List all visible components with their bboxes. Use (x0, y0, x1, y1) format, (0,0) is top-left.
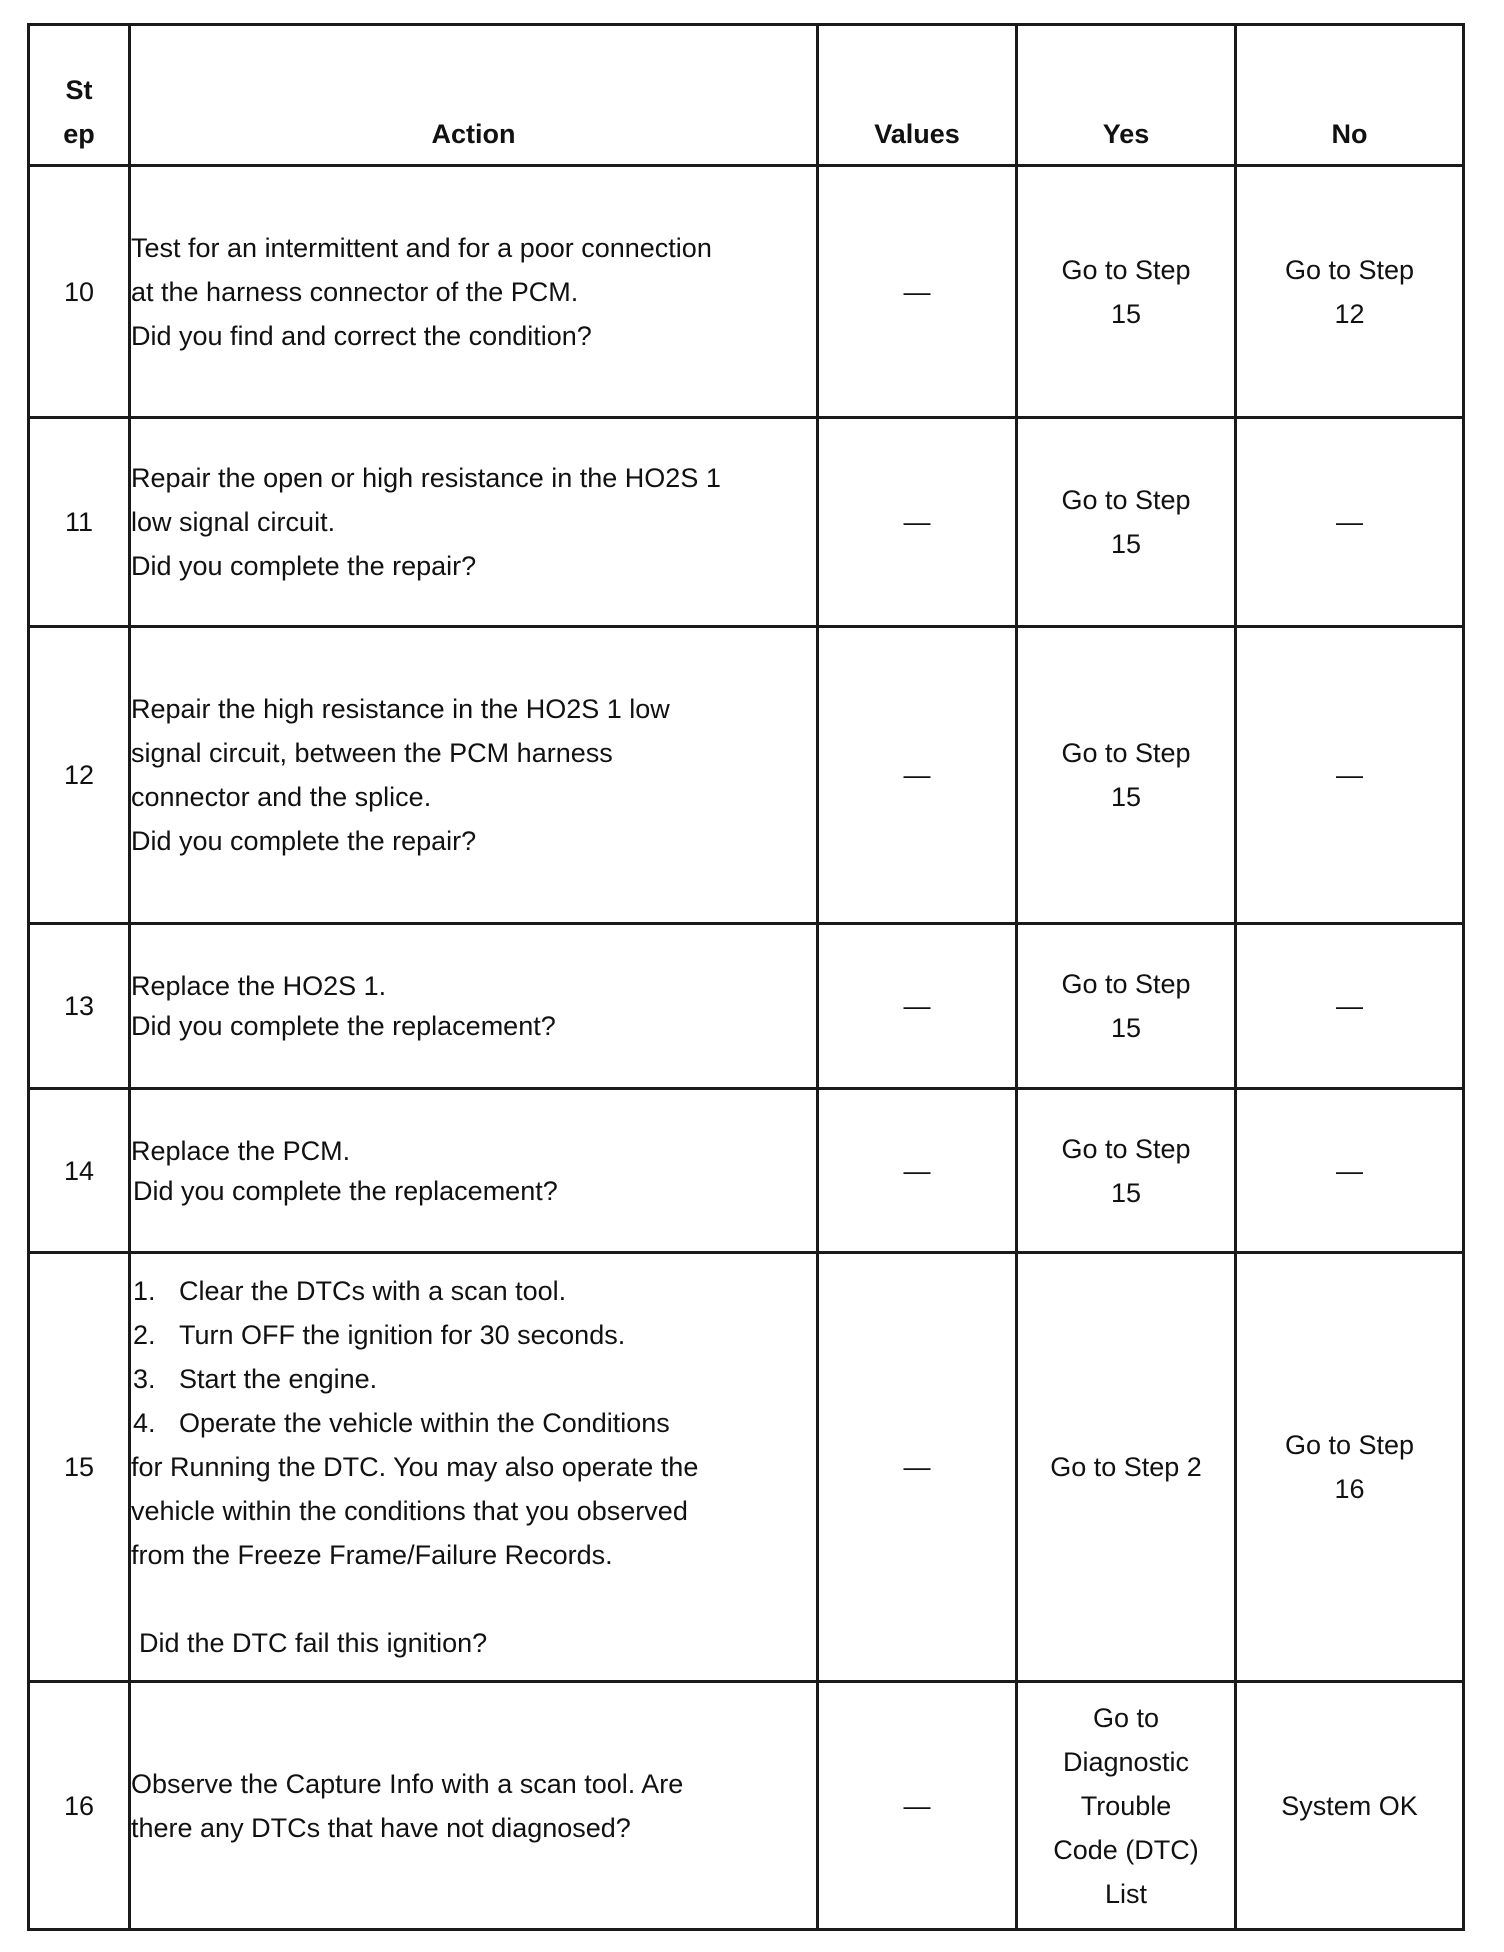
action-line: Did you complete the repair? (131, 826, 477, 856)
list-text: Turn OFF the ignition for 30 seconds. (179, 1320, 626, 1350)
action-cell (130, 1682, 818, 1930)
step-number: 14 (29, 1089, 130, 1253)
header-values: Values (818, 25, 1017, 166)
action-cell (130, 166, 818, 418)
list-text: Start the engine. (179, 1364, 378, 1394)
table-row (29, 1089, 1464, 1253)
action-cell (130, 1253, 818, 1682)
yes-step: 15 (1110, 298, 1142, 329)
no-cell: — (1236, 1089, 1464, 1253)
action-line: Replace the PCM. (131, 1135, 351, 1166)
procedure-list (131, 1269, 816, 1445)
yes-cell (1017, 1682, 1236, 1930)
yes-text: Go to Step (1061, 485, 1191, 515)
spacer (131, 1577, 816, 1621)
action-cell (130, 924, 818, 1089)
step-number: 13 (29, 924, 130, 1089)
action-line: connector and the splice. (131, 782, 432, 812)
values-cell: — (818, 627, 1017, 924)
values-cell: — (818, 1089, 1017, 1253)
table-row (29, 418, 1464, 627)
no-cell: — (1236, 418, 1464, 627)
yes-text: Go to Step (1061, 1133, 1191, 1164)
values-cell: — (818, 1253, 1017, 1682)
yes-cell: Go to Step 2 (1017, 1253, 1236, 1682)
step-number: 11 (29, 418, 130, 627)
action-cell (130, 1089, 818, 1253)
action-cell (130, 418, 818, 627)
action-line: vehicle within the conditions that you observed (131, 1496, 688, 1526)
no-text: Go to Step (1284, 254, 1415, 285)
values-cell: — (818, 924, 1017, 1089)
no-cell (1236, 166, 1464, 418)
list-item (131, 1401, 816, 1445)
yes-line: Trouble (1080, 1790, 1172, 1821)
action-line: at the harness connector of the PCM. (131, 276, 579, 307)
header-no: No (1236, 25, 1464, 166)
no-text: Go to Step (1284, 1430, 1415, 1460)
yes-line: Diagnostic (1062, 1746, 1190, 1777)
action-line: Did you complete the replacement? (133, 1175, 558, 1206)
table-row (29, 166, 1464, 418)
action-cell (130, 627, 818, 924)
list-number: 4. (133, 1408, 156, 1438)
action-line: Repair the open or high resistance in the HO2S 1 (131, 463, 721, 493)
action-line: signal circuit, between the PCM harness (131, 738, 613, 768)
yes-step: 15 (1110, 782, 1142, 812)
list-text: Operate the vehicle within the Conditions (179, 1408, 670, 1438)
no-cell: — (1236, 924, 1464, 1089)
action-line: for Running the DTC. You may also operate the (131, 1452, 699, 1482)
list-item (131, 1357, 816, 1401)
yes-cell (1017, 166, 1236, 418)
action-line: Did you find and correct the condition? (131, 320, 592, 351)
yes-cell (1017, 1089, 1236, 1253)
yes-line: Go to (1092, 1702, 1160, 1733)
yes-text: Go to Step (1061, 969, 1191, 999)
values-cell: — (818, 1682, 1017, 1930)
table-row (29, 1682, 1464, 1930)
step-number: 10 (29, 166, 130, 418)
table-row (29, 627, 1464, 924)
header-step (29, 25, 130, 166)
values-cell: — (818, 166, 1017, 418)
header-step-line2: ep (63, 119, 95, 149)
list-number: 2. (133, 1320, 156, 1350)
header-row (29, 25, 1464, 166)
action-line: Repair the high resistance in the HO2S 1 low (131, 694, 670, 724)
list-item (131, 1269, 816, 1313)
header-yes: Yes (1017, 25, 1236, 166)
step-number: 16 (29, 1682, 130, 1930)
action-line: Replace the HO2S 1. (131, 971, 387, 1001)
no-cell (1236, 1253, 1464, 1682)
no-step: 16 (1334, 1474, 1365, 1504)
action-line: Test for an intermittent and for a poor connection (131, 232, 712, 263)
yes-text: Go to Step (1061, 738, 1191, 768)
table-row (29, 924, 1464, 1089)
values-cell: — (818, 418, 1017, 627)
action-line: Observe the Capture Info with a scan tool. Are (131, 1768, 684, 1799)
action-line: Did you complete the replacement? (131, 1011, 556, 1041)
diagnostic-table (27, 23, 1465, 1931)
no-cell: — (1236, 627, 1464, 924)
list-item (131, 1313, 816, 1357)
action-line: there any DTCs that have not diagnosed? (131, 1812, 631, 1843)
step-number: 12 (29, 627, 130, 924)
yes-cell (1017, 924, 1236, 1089)
action-line: from the Freeze Frame/Failure Records. (131, 1540, 613, 1570)
yes-line: List (1104, 1878, 1148, 1909)
yes-line: Code (DTC) (1053, 1834, 1199, 1865)
list-number: 1. (133, 1276, 156, 1306)
no-cell: System OK (1236, 1682, 1464, 1930)
yes-step: 15 (1110, 1177, 1142, 1208)
yes-step: 15 (1110, 529, 1142, 559)
action-question: Did the DTC fail this ignition? (139, 1628, 488, 1658)
action-line: low signal circuit. (131, 507, 336, 537)
list-text: Clear the DTCs with a scan tool. (179, 1276, 567, 1306)
header-step-line1: St (65, 75, 93, 105)
step-number: 15 (29, 1253, 130, 1682)
list-number: 3. (133, 1364, 156, 1394)
action-line: Did you complete the repair? (131, 551, 477, 581)
no-step: 12 (1334, 298, 1365, 329)
yes-cell (1017, 418, 1236, 627)
yes-step: 15 (1110, 1013, 1142, 1043)
table-row (29, 1253, 1464, 1682)
header-action: Action (130, 25, 818, 166)
yes-cell (1017, 627, 1236, 924)
yes-text: Go to Step (1061, 254, 1191, 285)
